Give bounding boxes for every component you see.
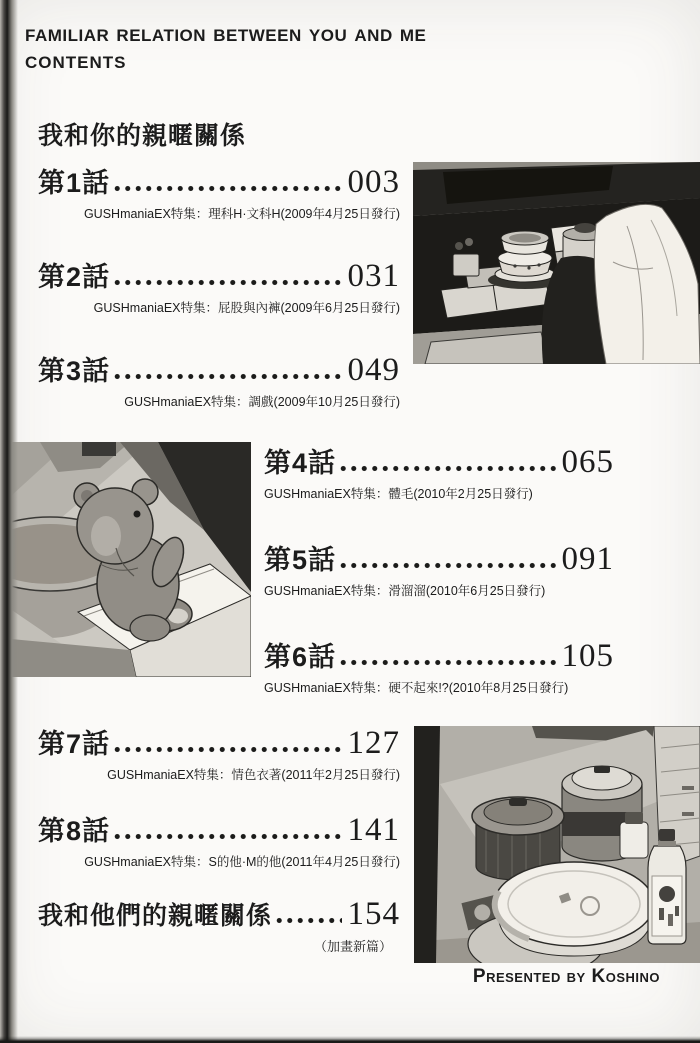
toc-row — [38, 896, 400, 933]
chapter-label: 第4話 — [264, 448, 337, 478]
chapter-label: 第2話 — [38, 262, 111, 292]
toc-entry-ch7 — [38, 722, 400, 783]
toc-row — [264, 635, 614, 675]
chapter-note: GUSHmaniaEX特集：S的他·M的他(2011年4月25日發行) — [84, 855, 400, 869]
chapter-page-number: 031 — [347, 258, 400, 294]
toc-entry-ch3 — [38, 349, 400, 410]
toc-block-chapters-4-6 — [264, 441, 614, 732]
illustration-desk-scene — [413, 162, 700, 364]
toc-block-chapters-7-8 — [38, 722, 400, 981]
chapter-note: GUSHmaniaEX特集：情色衣著(2011年2月25日發行) — [107, 768, 400, 782]
book-spine-edge — [0, 0, 18, 1043]
toc-main-title: 我和你的親暱關係 — [38, 122, 247, 150]
chapter-note: GUSHmaniaEX特集：調戲(2009年10月25日發行) — [124, 395, 400, 409]
chapter-note: GUSHmaniaEX特集：硬不起來!?(2010年8月25日發行) — [264, 681, 569, 695]
toc-row — [38, 349, 400, 389]
extra-entry-page-number: 154 — [347, 896, 400, 932]
illustration-kitchen-scene — [414, 726, 700, 963]
dot-leader — [338, 562, 555, 569]
teddy-bear-drawing — [0, 442, 251, 677]
chapter-note: GUSHmaniaEX特集：屁股與內褲(2009年6月25日發行) — [93, 301, 400, 315]
toc-entry-ch6 — [264, 635, 614, 696]
chapter-page-number: 105 — [561, 638, 614, 674]
presented-by-credit: Presented by Koshino — [472, 966, 660, 987]
dot-leader — [112, 373, 341, 380]
toc-entry-ch5 — [264, 538, 614, 599]
toc-entry-ch4 — [264, 441, 614, 502]
toc-entry-extra — [38, 896, 400, 955]
chapter-note: GUSHmaniaEX特集：體毛(2010年2月25日發行) — [264, 487, 533, 501]
chapter-label: 第3話 — [38, 356, 111, 386]
toc-row — [38, 161, 400, 201]
page-bottom-edge — [0, 1036, 700, 1043]
chapter-note: GUSHmaniaEX特集：滑溜溜(2010年6月25日發行) — [264, 584, 546, 598]
chapter-page-number: 003 — [347, 164, 400, 200]
dot-leader — [112, 279, 341, 286]
chapter-page-number: 049 — [347, 352, 400, 388]
chapter-label: 第7話 — [38, 729, 111, 759]
toc-row — [38, 722, 400, 762]
toc-block-chapters-1-3 — [38, 116, 400, 443]
chapter-page-number: 065 — [561, 444, 614, 480]
dot-leader — [338, 465, 555, 472]
dot-leader — [338, 659, 555, 666]
dot-leader — [112, 833, 341, 840]
desk-scene-drawing — [413, 162, 700, 364]
toc-entry-ch1 — [38, 161, 400, 222]
dot-leader — [274, 917, 341, 924]
toc-row — [38, 255, 400, 295]
chapter-label: 第1話 — [38, 168, 111, 198]
toc-entry-ch2 — [38, 255, 400, 316]
chapter-page-number: 127 — [347, 725, 400, 761]
dot-leader — [112, 746, 341, 753]
toc-row — [38, 809, 400, 849]
chapter-label: 第5話 — [264, 545, 337, 575]
chapter-note: GUSHmaniaEX特集：理科H·文科H(2009年4月25日發行) — [83, 207, 400, 221]
contents-label: CONTENTS — [25, 52, 127, 72]
extra-entry-label: 我和他們的親暱關係 — [38, 902, 273, 930]
kitchen-scene-drawing — [414, 726, 700, 963]
page-header — [25, 20, 426, 73]
illustration-teddy-bear — [0, 442, 251, 677]
toc-entry-ch8 — [38, 809, 400, 870]
dot-leader — [112, 185, 341, 192]
extra-entry-note: （加畫新篇） — [313, 939, 392, 954]
toc-row — [264, 538, 614, 578]
series-title: familiar relation between you and me — [25, 20, 427, 47]
chapter-label: 第8話 — [38, 816, 111, 846]
chapter-label: 第6話 — [264, 642, 337, 672]
chapter-page-number: 141 — [347, 812, 400, 848]
toc-row — [264, 441, 614, 481]
chapter-page-number: 091 — [561, 541, 614, 577]
